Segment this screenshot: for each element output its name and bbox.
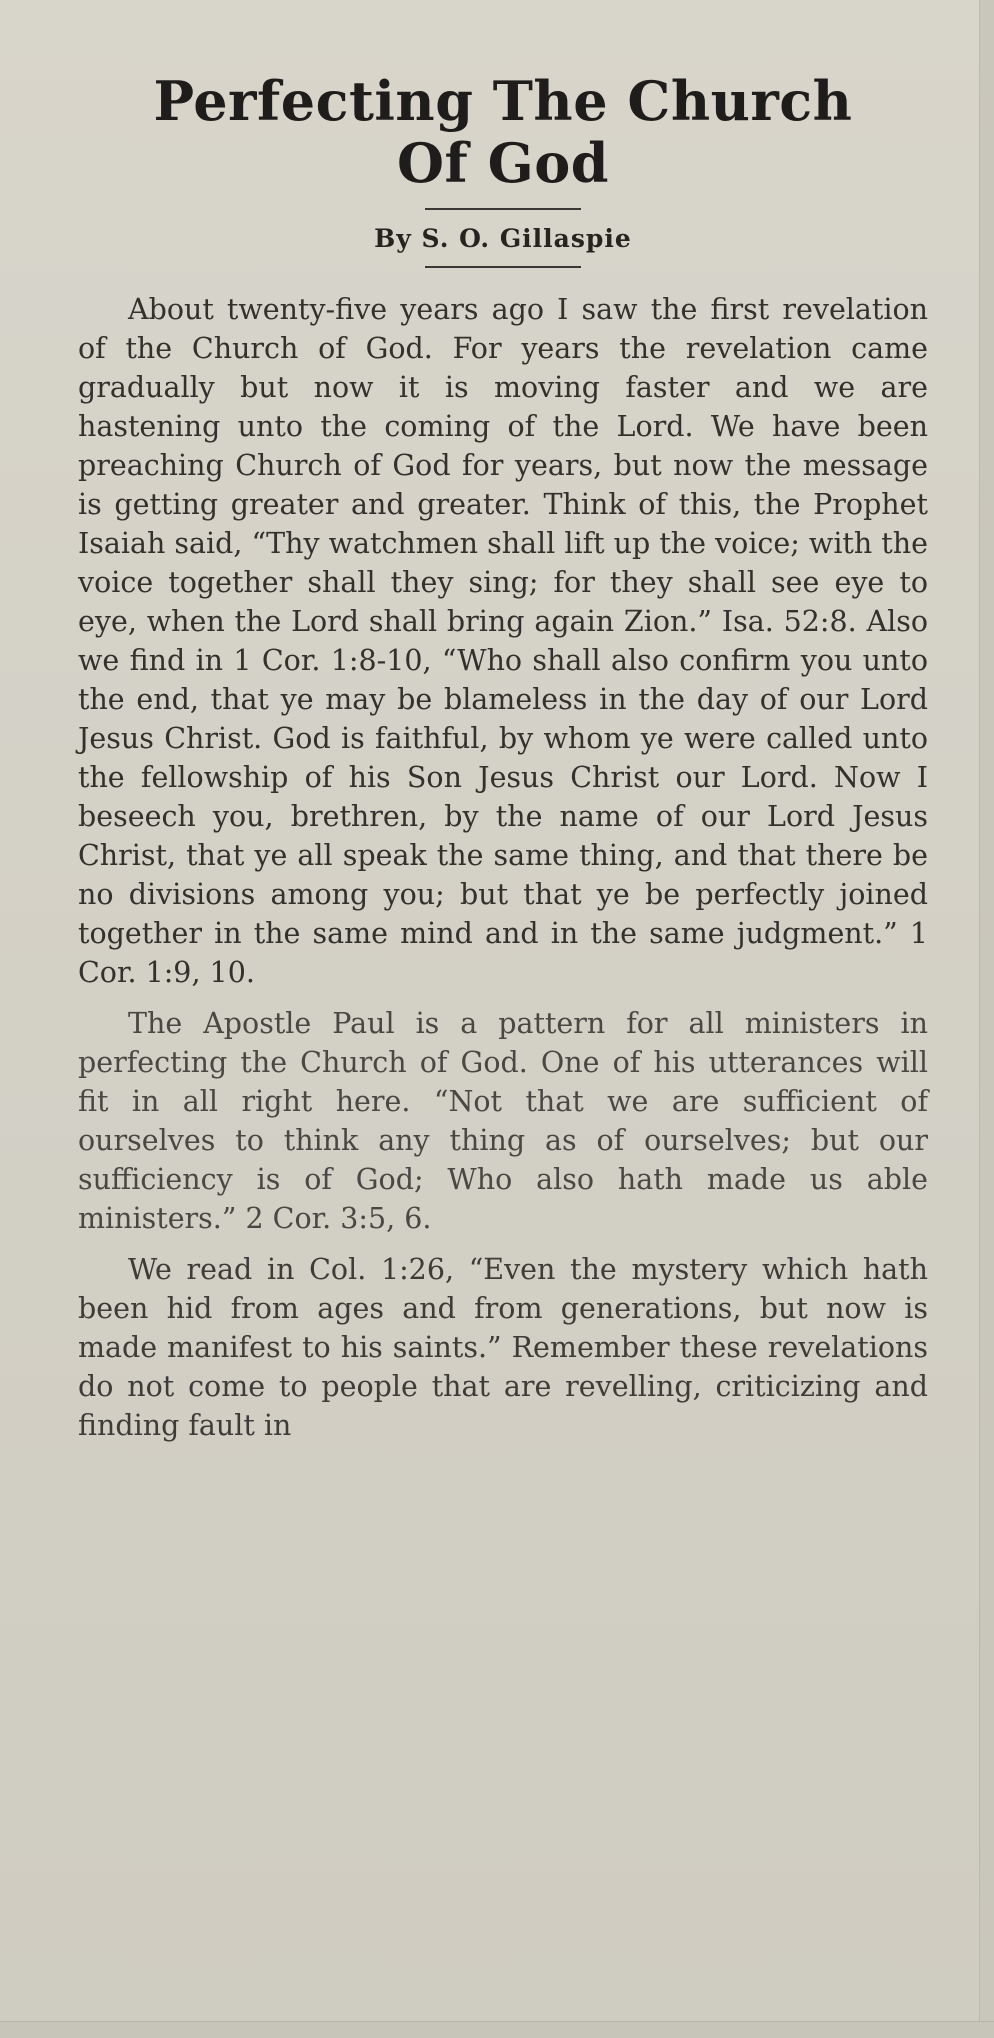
paper-edge-bottom: [0, 2021, 994, 2038]
article: [78, 70, 928, 1457]
title-line-2: Of God: [397, 131, 609, 195]
paragraph-1: About twenty-five years ago I saw the first revelation of the Church of God. For years the revelation came gradually but now it is moving faster and we are hastening unto the coming of the Lord. We have been preaching Church of God for years, but now the message is getting greater and greater. Think of this, the Prophet Isaiah said, “Thy watchmen shall lift up the voice; with the voice together shall they sing; for they shall see eye to eye, when the Lord shall bring again Zion.” Isa. 52:8. Also we find in 1 Cor. 1:8-10, “Who shall also confirm you unto the end, that ye may be blameless in the day of our Lord Jesus Christ. God is faithful, by whom ye were called unto the fellowship of his Son Jesus Christ our Lord. Now I beseech you, brethren, by the name of our Lord Jesus Christ, that ye all speak the same thing, and that there be no divisions among you; but that ye be perfectly joined together in the same mind and in the same judgment.” 1 Cor. 1:9, 10.: [78, 293, 928, 989]
title-divider-top: [425, 208, 581, 210]
title-line-1: Perfecting The Church: [153, 69, 853, 133]
byline: By S. O. Gillaspie: [374, 224, 632, 253]
article-title: [78, 70, 928, 194]
paragraph-3: We read in Col. 1:26, “Even the mystery which hath been hid from ages and from generations, but now is made manifest to his saints.” Remember these revelations do not come to people that are revelling, criticizing and finding fault in: [78, 1253, 928, 1442]
paragraph-2: The Apostle Paul is a pattern for all ministers in perfecting the Church of God. One of his utterances will fit in all right here. “Not that we are sufficient of ourselves to think any thing as of ourselves; but our sufficiency is of God; Who also hath made us able ministers.” 2 Cor. 3:5, 6.: [78, 1007, 928, 1235]
title-divider-bottom: [425, 266, 581, 268]
paper-edge-right: [979, 0, 994, 2038]
